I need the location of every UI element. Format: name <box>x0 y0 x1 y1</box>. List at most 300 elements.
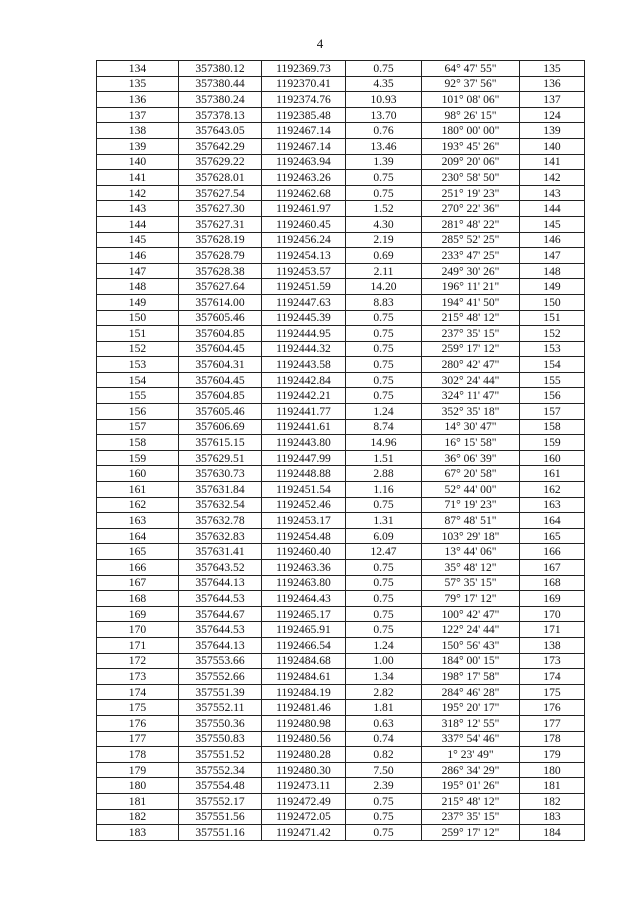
table-row <box>97 419 585 435</box>
table-row <box>97 747 585 763</box>
bearing-cell: 318° 12' 55" <box>422 715 520 731</box>
distance-cell: 0.75 <box>346 606 422 622</box>
x-coordinate-cell: 357644.67 <box>179 606 262 622</box>
table-row <box>97 637 585 653</box>
bearing-cell: 237° 35' 15" <box>422 326 520 342</box>
distance-cell: 0.75 <box>346 372 422 388</box>
bearing-cell: 194° 41' 50" <box>422 294 520 310</box>
bearing-cell: 302° 24' 44" <box>422 372 520 388</box>
table-row <box>97 326 585 342</box>
distance-cell: 14.96 <box>346 435 422 451</box>
distance-cell: 0.75 <box>346 310 422 326</box>
next-point-cell: 157 <box>520 404 585 420</box>
table-row <box>97 450 585 466</box>
y-coordinate-cell: 1192471.42 <box>262 825 346 841</box>
x-coordinate-cell: 357604.45 <box>179 372 262 388</box>
table-row <box>97 279 585 295</box>
x-coordinate-cell: 357643.05 <box>179 123 262 139</box>
distance-cell: 1.81 <box>346 700 422 716</box>
distance-cell: 0.63 <box>346 715 422 731</box>
y-coordinate-cell: 1192445.39 <box>262 310 346 326</box>
point-number-cell: 156 <box>97 404 179 420</box>
y-coordinate-cell: 1192453.17 <box>262 513 346 529</box>
distance-cell: 1.24 <box>346 404 422 420</box>
bearing-cell: 36° 06' 39" <box>422 450 520 466</box>
next-point-cell: 137 <box>520 92 585 108</box>
distance-cell: 0.75 <box>346 170 422 186</box>
table-row <box>97 92 585 108</box>
next-point-cell: 143 <box>520 185 585 201</box>
distance-cell: 4.30 <box>346 216 422 232</box>
x-coordinate-cell: 357644.13 <box>179 575 262 591</box>
point-number-cell: 148 <box>97 279 179 295</box>
distance-cell: 0.75 <box>346 591 422 607</box>
distance-cell: 0.75 <box>346 61 422 77</box>
bearing-cell: 103° 29' 18" <box>422 528 520 544</box>
point-number-cell: 179 <box>97 762 179 778</box>
y-coordinate-cell: 1192441.61 <box>262 419 346 435</box>
point-number-cell: 175 <box>97 700 179 716</box>
bearing-cell: 215° 48' 12" <box>422 310 520 326</box>
y-coordinate-cell: 1192385.48 <box>262 107 346 123</box>
next-point-cell: 175 <box>520 684 585 700</box>
y-coordinate-cell: 1192460.40 <box>262 544 346 560</box>
next-point-cell: 153 <box>520 341 585 357</box>
bearing-cell: 209° 20' 06" <box>422 154 520 170</box>
distance-cell: 12.47 <box>346 544 422 560</box>
point-number-cell: 158 <box>97 435 179 451</box>
x-coordinate-cell: 357630.73 <box>179 466 262 482</box>
x-coordinate-cell: 357380.44 <box>179 76 262 92</box>
bearing-cell: 92° 37' 56" <box>422 76 520 92</box>
y-coordinate-cell: 1192374.76 <box>262 92 346 108</box>
x-coordinate-cell: 357644.13 <box>179 637 262 653</box>
distance-cell: 2.88 <box>346 466 422 482</box>
y-coordinate-cell: 1192454.48 <box>262 528 346 544</box>
next-point-cell: 174 <box>520 669 585 685</box>
distance-cell: 2.11 <box>346 263 422 279</box>
distance-cell: 1.16 <box>346 482 422 498</box>
distance-cell: 14.20 <box>346 279 422 295</box>
next-point-cell: 152 <box>520 326 585 342</box>
bearing-cell: 13° 44' 06" <box>422 544 520 560</box>
y-coordinate-cell: 1192484.19 <box>262 684 346 700</box>
y-coordinate-cell: 1192448.88 <box>262 466 346 482</box>
y-coordinate-cell: 1192443.58 <box>262 357 346 373</box>
x-coordinate-cell: 357551.56 <box>179 809 262 825</box>
coordinates-table <box>96 60 585 841</box>
table-row <box>97 154 585 170</box>
table-row <box>97 622 585 638</box>
next-point-cell: 142 <box>520 170 585 186</box>
x-coordinate-cell: 357628.19 <box>179 232 262 248</box>
table-row <box>97 731 585 747</box>
x-coordinate-cell: 357604.31 <box>179 357 262 373</box>
x-coordinate-cell: 357644.53 <box>179 591 262 607</box>
bearing-cell: 193° 45' 26" <box>422 138 520 154</box>
point-number-cell: 164 <box>97 528 179 544</box>
distance-cell: 1.31 <box>346 513 422 529</box>
distance-cell: 0.82 <box>346 747 422 763</box>
bearing-cell: 230° 58' 50" <box>422 170 520 186</box>
next-point-cell: 158 <box>520 419 585 435</box>
next-point-cell: 160 <box>520 450 585 466</box>
point-number-cell: 141 <box>97 170 179 186</box>
x-coordinate-cell: 357604.45 <box>179 341 262 357</box>
table-row <box>97 825 585 841</box>
table-row <box>97 575 585 591</box>
distance-cell: 13.46 <box>346 138 422 154</box>
x-coordinate-cell: 357552.17 <box>179 793 262 809</box>
y-coordinate-cell: 1192462.68 <box>262 185 346 201</box>
bearing-cell: 101° 08' 06" <box>422 92 520 108</box>
x-coordinate-cell: 357554.48 <box>179 778 262 794</box>
distance-cell: 0.75 <box>346 341 422 357</box>
point-number-cell: 152 <box>97 341 179 357</box>
x-coordinate-cell: 357380.12 <box>179 61 262 77</box>
y-coordinate-cell: 1192442.84 <box>262 372 346 388</box>
x-coordinate-cell: 357629.51 <box>179 450 262 466</box>
next-point-cell: 141 <box>520 154 585 170</box>
next-point-cell: 140 <box>520 138 585 154</box>
bearing-cell: 284° 46' 28" <box>422 684 520 700</box>
x-coordinate-cell: 357551.16 <box>179 825 262 841</box>
page-number: 4 <box>316 36 324 51</box>
x-coordinate-cell: 357631.41 <box>179 544 262 560</box>
y-coordinate-cell: 1192466.54 <box>262 637 346 653</box>
bearing-cell: 251° 19' 23" <box>422 185 520 201</box>
next-point-cell: 155 <box>520 372 585 388</box>
next-point-cell: 145 <box>520 216 585 232</box>
distance-cell: 1.39 <box>346 154 422 170</box>
table-row <box>97 653 585 669</box>
bearing-cell: 215° 48' 12" <box>422 793 520 809</box>
bearing-cell: 195° 20' 17" <box>422 700 520 716</box>
table-row <box>97 372 585 388</box>
point-number-cell: 142 <box>97 185 179 201</box>
y-coordinate-cell: 1192484.61 <box>262 669 346 685</box>
x-coordinate-cell: 357553.66 <box>179 653 262 669</box>
table-row <box>97 778 585 794</box>
y-coordinate-cell: 1192481.46 <box>262 700 346 716</box>
point-number-cell: 151 <box>97 326 179 342</box>
point-number-cell: 147 <box>97 263 179 279</box>
y-coordinate-cell: 1192480.98 <box>262 715 346 731</box>
x-coordinate-cell: 357629.22 <box>179 154 262 170</box>
bearing-cell: 286° 34' 29" <box>422 762 520 778</box>
distance-cell: 0.69 <box>346 248 422 264</box>
bearing-cell: 87° 48' 51" <box>422 513 520 529</box>
next-point-cell: 138 <box>520 637 585 653</box>
x-coordinate-cell: 357605.46 <box>179 310 262 326</box>
next-point-cell: 182 <box>520 793 585 809</box>
x-coordinate-cell: 357643.52 <box>179 560 262 576</box>
table-row <box>97 138 585 154</box>
bearing-cell: 324° 11' 47" <box>422 388 520 404</box>
point-number-cell: 169 <box>97 606 179 622</box>
next-point-cell: 150 <box>520 294 585 310</box>
next-point-cell: 156 <box>520 388 585 404</box>
y-coordinate-cell: 1192463.36 <box>262 560 346 576</box>
next-point-cell: 135 <box>520 61 585 77</box>
table-row <box>97 76 585 92</box>
x-coordinate-cell: 357644.53 <box>179 622 262 638</box>
table-row <box>97 107 585 123</box>
x-coordinate-cell: 357627.64 <box>179 279 262 295</box>
y-coordinate-cell: 1192480.30 <box>262 762 346 778</box>
point-number-cell: 145 <box>97 232 179 248</box>
x-coordinate-cell: 357552.34 <box>179 762 262 778</box>
point-number-cell: 168 <box>97 591 179 607</box>
y-coordinate-cell: 1192467.14 <box>262 138 346 154</box>
point-number-cell: 177 <box>97 731 179 747</box>
point-number-cell: 143 <box>97 201 179 217</box>
table-row <box>97 248 585 264</box>
bearing-cell: 195° 01' 26" <box>422 778 520 794</box>
distance-cell: 0.75 <box>346 326 422 342</box>
x-coordinate-cell: 357551.39 <box>179 684 262 700</box>
x-coordinate-cell: 357627.54 <box>179 185 262 201</box>
point-number-cell: 176 <box>97 715 179 731</box>
point-number-cell: 183 <box>97 825 179 841</box>
point-number-cell: 170 <box>97 622 179 638</box>
next-point-cell: 151 <box>520 310 585 326</box>
y-coordinate-cell: 1192442.21 <box>262 388 346 404</box>
next-point-cell: 164 <box>520 513 585 529</box>
bearing-cell: 249° 30' 26" <box>422 263 520 279</box>
y-coordinate-cell: 1192451.59 <box>262 279 346 295</box>
x-coordinate-cell: 357628.38 <box>179 263 262 279</box>
next-point-cell: 179 <box>520 747 585 763</box>
point-number-cell: 138 <box>97 123 179 139</box>
y-coordinate-cell: 1192461.97 <box>262 201 346 217</box>
point-number-cell: 157 <box>97 419 179 435</box>
point-number-cell: 136 <box>97 92 179 108</box>
distance-cell: 1.24 <box>346 637 422 653</box>
distance-cell: 1.34 <box>346 669 422 685</box>
distance-cell: 0.76 <box>346 123 422 139</box>
next-point-cell: 148 <box>520 263 585 279</box>
y-coordinate-cell: 1192460.45 <box>262 216 346 232</box>
table-row <box>97 809 585 825</box>
x-coordinate-cell: 357606.69 <box>179 419 262 435</box>
bearing-cell: 71° 19' 23" <box>422 497 520 513</box>
point-number-cell: 159 <box>97 450 179 466</box>
distance-cell: 0.75 <box>346 809 422 825</box>
table-row <box>97 544 585 560</box>
y-coordinate-cell: 1192447.63 <box>262 294 346 310</box>
bearing-cell: 270° 22' 36" <box>422 201 520 217</box>
distance-cell: 0.75 <box>346 560 422 576</box>
next-point-cell: 144 <box>520 201 585 217</box>
table-row <box>97 185 585 201</box>
bearing-cell: 180° 00' 00" <box>422 123 520 139</box>
bearing-cell: 52° 44' 00" <box>422 482 520 498</box>
table-row <box>97 388 585 404</box>
table-row <box>97 310 585 326</box>
x-coordinate-cell: 357551.52 <box>179 747 262 763</box>
bearing-cell: 16° 15' 58" <box>422 435 520 451</box>
distance-cell: 2.82 <box>346 684 422 700</box>
next-point-cell: 124 <box>520 107 585 123</box>
point-number-cell: 140 <box>97 154 179 170</box>
x-coordinate-cell: 357550.83 <box>179 731 262 747</box>
table-row <box>97 715 585 731</box>
table-row <box>97 560 585 576</box>
next-point-cell: 180 <box>520 762 585 778</box>
y-coordinate-cell: 1192472.05 <box>262 809 346 825</box>
distance-cell: 0.75 <box>346 497 422 513</box>
y-coordinate-cell: 1192484.68 <box>262 653 346 669</box>
next-point-cell: 161 <box>520 466 585 482</box>
point-number-cell: 150 <box>97 310 179 326</box>
distance-cell: 8.74 <box>346 419 422 435</box>
next-point-cell: 169 <box>520 591 585 607</box>
y-coordinate-cell: 1192480.56 <box>262 731 346 747</box>
bearing-cell: 196° 11' 21" <box>422 279 520 295</box>
y-coordinate-cell: 1192463.94 <box>262 154 346 170</box>
table-row <box>97 216 585 232</box>
y-coordinate-cell: 1192454.13 <box>262 248 346 264</box>
y-coordinate-cell: 1192447.99 <box>262 450 346 466</box>
distance-cell: 0.75 <box>346 575 422 591</box>
table-body <box>97 61 585 841</box>
point-number-cell: 182 <box>97 809 179 825</box>
y-coordinate-cell: 1192452.46 <box>262 497 346 513</box>
next-point-cell: 154 <box>520 357 585 373</box>
next-point-cell: 170 <box>520 606 585 622</box>
y-coordinate-cell: 1192464.43 <box>262 591 346 607</box>
x-coordinate-cell: 357552.11 <box>179 700 262 716</box>
point-number-cell: 161 <box>97 482 179 498</box>
y-coordinate-cell: 1192456.24 <box>262 232 346 248</box>
distance-cell: 0.75 <box>346 825 422 841</box>
distance-cell: 0.74 <box>346 731 422 747</box>
point-number-cell: 165 <box>97 544 179 560</box>
bearing-cell: 100° 42' 47" <box>422 606 520 622</box>
point-number-cell: 160 <box>97 466 179 482</box>
distance-cell: 7.50 <box>346 762 422 778</box>
point-number-cell: 134 <box>97 61 179 77</box>
next-point-cell: 149 <box>520 279 585 295</box>
point-number-cell: 174 <box>97 684 179 700</box>
bearing-cell: 281° 48' 22" <box>422 216 520 232</box>
distance-cell: 2.39 <box>346 778 422 794</box>
point-number-cell: 167 <box>97 575 179 591</box>
next-point-cell: 171 <box>520 622 585 638</box>
y-coordinate-cell: 1192443.80 <box>262 435 346 451</box>
x-coordinate-cell: 357378.13 <box>179 107 262 123</box>
next-point-cell: 167 <box>520 560 585 576</box>
table-row <box>97 528 585 544</box>
x-coordinate-cell: 357552.66 <box>179 669 262 685</box>
y-coordinate-cell: 1192473.11 <box>262 778 346 794</box>
bearing-cell: 184° 00' 15" <box>422 653 520 669</box>
next-point-cell: 173 <box>520 653 585 669</box>
point-number-cell: 135 <box>97 76 179 92</box>
bearing-cell: 259° 17' 12" <box>422 825 520 841</box>
y-coordinate-cell: 1192480.28 <box>262 747 346 763</box>
x-coordinate-cell: 357614.00 <box>179 294 262 310</box>
point-number-cell: 178 <box>97 747 179 763</box>
x-coordinate-cell: 357604.85 <box>179 388 262 404</box>
x-coordinate-cell: 357604.85 <box>179 326 262 342</box>
x-coordinate-cell: 357628.79 <box>179 248 262 264</box>
table-row <box>97 793 585 809</box>
distance-cell: 13.70 <box>346 107 422 123</box>
bearing-cell: 14° 30' 47" <box>422 419 520 435</box>
table-row <box>97 341 585 357</box>
x-coordinate-cell: 357627.30 <box>179 201 262 217</box>
point-number-cell: 155 <box>97 388 179 404</box>
y-coordinate-cell: 1192467.14 <box>262 123 346 139</box>
bearing-cell: 280° 42' 47" <box>422 357 520 373</box>
next-point-cell: 166 <box>520 544 585 560</box>
y-coordinate-cell: 1192444.32 <box>262 341 346 357</box>
distance-cell: 0.75 <box>346 793 422 809</box>
next-point-cell: 147 <box>520 248 585 264</box>
x-coordinate-cell: 357605.46 <box>179 404 262 420</box>
point-number-cell: 137 <box>97 107 179 123</box>
distance-cell: 0.75 <box>346 185 422 201</box>
next-point-cell: 162 <box>520 482 585 498</box>
bearing-cell: 285° 52' 25" <box>422 232 520 248</box>
next-point-cell: 168 <box>520 575 585 591</box>
point-number-cell: 146 <box>97 248 179 264</box>
bearing-cell: 98° 26' 15" <box>422 107 520 123</box>
x-coordinate-cell: 357628.01 <box>179 170 262 186</box>
next-point-cell: 139 <box>520 123 585 139</box>
x-coordinate-cell: 357632.78 <box>179 513 262 529</box>
bearing-cell: 337° 54' 46" <box>422 731 520 747</box>
table-row <box>97 606 585 622</box>
y-coordinate-cell: 1192441.77 <box>262 404 346 420</box>
table-row <box>97 669 585 685</box>
bearing-cell: 122° 24' 44" <box>422 622 520 638</box>
distance-cell: 1.00 <box>346 653 422 669</box>
distance-cell: 2.19 <box>346 232 422 248</box>
next-point-cell: 163 <box>520 497 585 513</box>
point-number-cell: 166 <box>97 560 179 576</box>
bearing-cell: 150° 56' 43" <box>422 637 520 653</box>
next-point-cell: 178 <box>520 731 585 747</box>
table-row <box>97 513 585 529</box>
next-point-cell: 146 <box>520 232 585 248</box>
table-row <box>97 700 585 716</box>
distance-cell: 0.75 <box>346 388 422 404</box>
distance-cell: 4.35 <box>346 76 422 92</box>
point-number-cell: 139 <box>97 138 179 154</box>
table-row <box>97 357 585 373</box>
point-number-cell: 163 <box>97 513 179 529</box>
point-number-cell: 172 <box>97 653 179 669</box>
next-point-cell: 183 <box>520 809 585 825</box>
bearing-cell: 259° 17' 12" <box>422 341 520 357</box>
table-row <box>97 294 585 310</box>
y-coordinate-cell: 1192465.17 <box>262 606 346 622</box>
y-coordinate-cell: 1192453.57 <box>262 263 346 279</box>
y-coordinate-cell: 1192369.73 <box>262 61 346 77</box>
table-row <box>97 170 585 186</box>
distance-cell: 8.83 <box>346 294 422 310</box>
bearing-cell: 1° 23' 49" <box>422 747 520 763</box>
point-number-cell: 171 <box>97 637 179 653</box>
y-coordinate-cell: 1192463.80 <box>262 575 346 591</box>
distance-cell: 0.75 <box>346 622 422 638</box>
table-row <box>97 404 585 420</box>
point-number-cell: 153 <box>97 357 179 373</box>
next-point-cell: 177 <box>520 715 585 731</box>
